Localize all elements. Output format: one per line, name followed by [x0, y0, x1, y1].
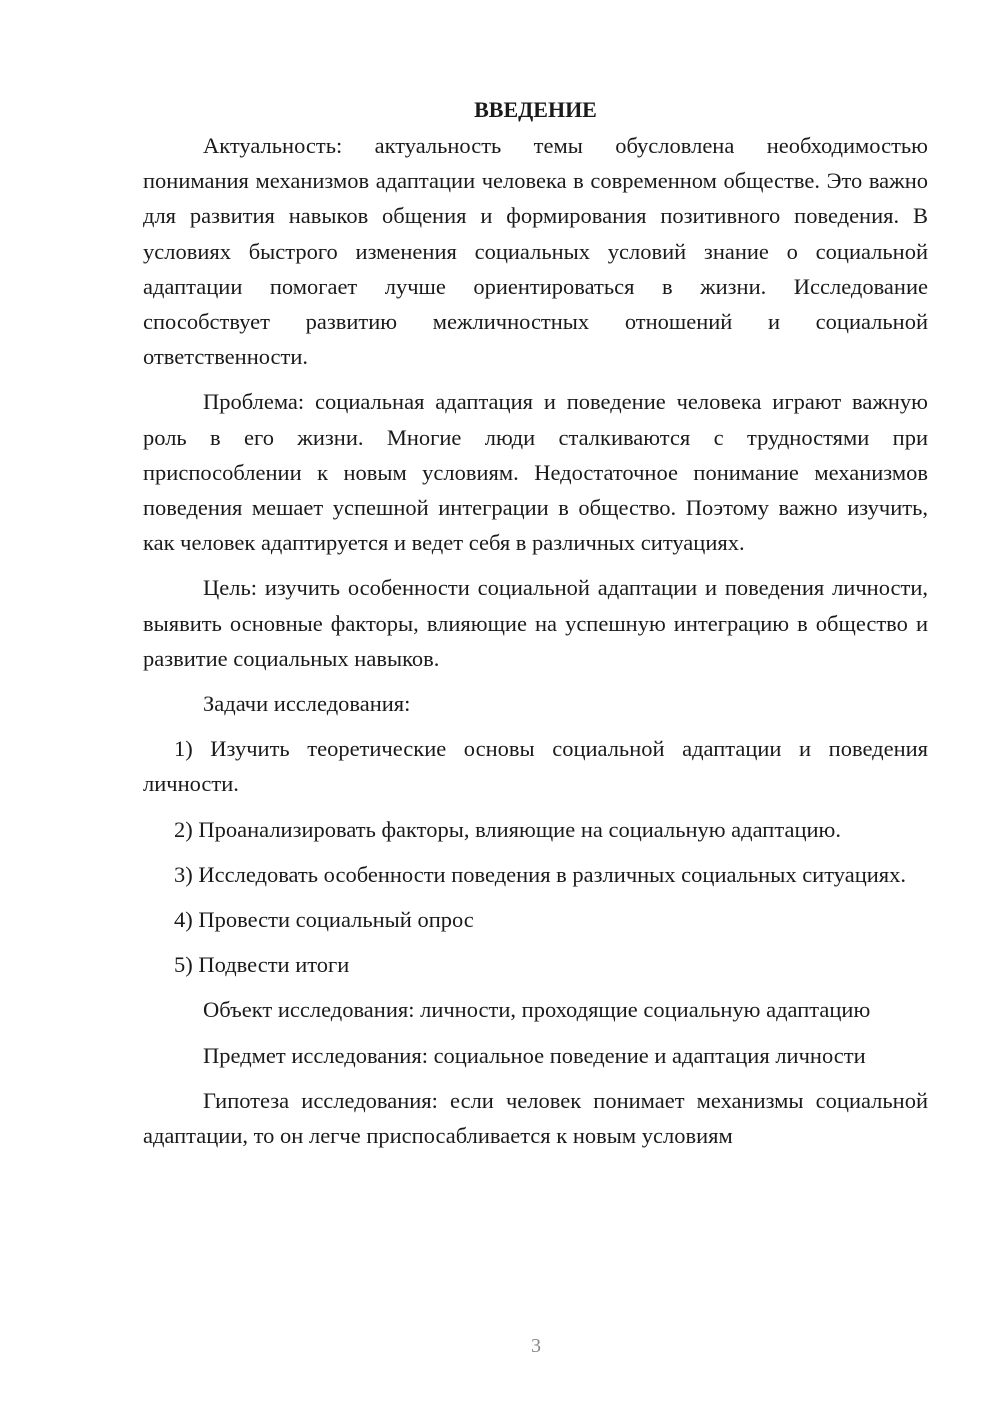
task-item-4: 4) Провести социальный опрос [174, 907, 474, 933]
relevance-paragraph: Актуальность: актуальность темы обусловлена необходимостью понимания механизмов адаптации человека в современном обществе. Это важно для развития навыков общения и формирования позитивного поведения. В условиях быстрого изменения социальных условий знание о социальной адаптации помогает лучше ориентироваться в жизни. Исследование способствует развитию межличностных отношений и социальной ответственности. [143, 133, 928, 370]
goal-paragraph: Цель: изучить особенности социальной адаптации и поведения личности, выявить основные факторы, влияющие на успешную интеграцию в общество и развитие социальных навыков. [143, 575, 928, 671]
hypothesis-paragraph: Гипотеза исследования: если человек понимает механизмы социальной адаптации, то он легче приспосабливается к новым условиям [143, 1087, 928, 1149]
section-title: ВВЕДЕНИЕ [474, 97, 597, 122]
document-page [143, 92, 928, 1163]
object-paragraph: Объект исследования: личности, проходящие социальную адаптацию [203, 997, 871, 1023]
page-number: 3 [531, 1335, 541, 1357]
task-item-3: 3) Исследовать особенности поведения в различных социальных ситуациях. [174, 861, 907, 887]
task-item-5: 5) Подвести итоги [174, 952, 350, 978]
task-item-2: 2) Проанализировать факторы, влияющие на социальную адаптацию. [174, 816, 841, 842]
tasks-heading: Задачи исследования: [203, 691, 411, 717]
problem-paragraph: Проблема: социальная адаптация и поведение человека играют важную роль в его жизни. Многие люди сталкиваются с трудностями при приспособлении к новым условиям. Недостаточное понимание механизмов поведения мешает успешной интеграции в общество. Поэтому важно изучить, как человек адаптируется и ведет себя в различных ситуациях. [143, 389, 928, 556]
subject-paragraph: Предмет исследования: социальное поведение и адаптация личности [203, 1042, 866, 1068]
task-item-1: 1) Изучить теоретические основы социальной адаптации и поведения личности. [143, 736, 928, 797]
